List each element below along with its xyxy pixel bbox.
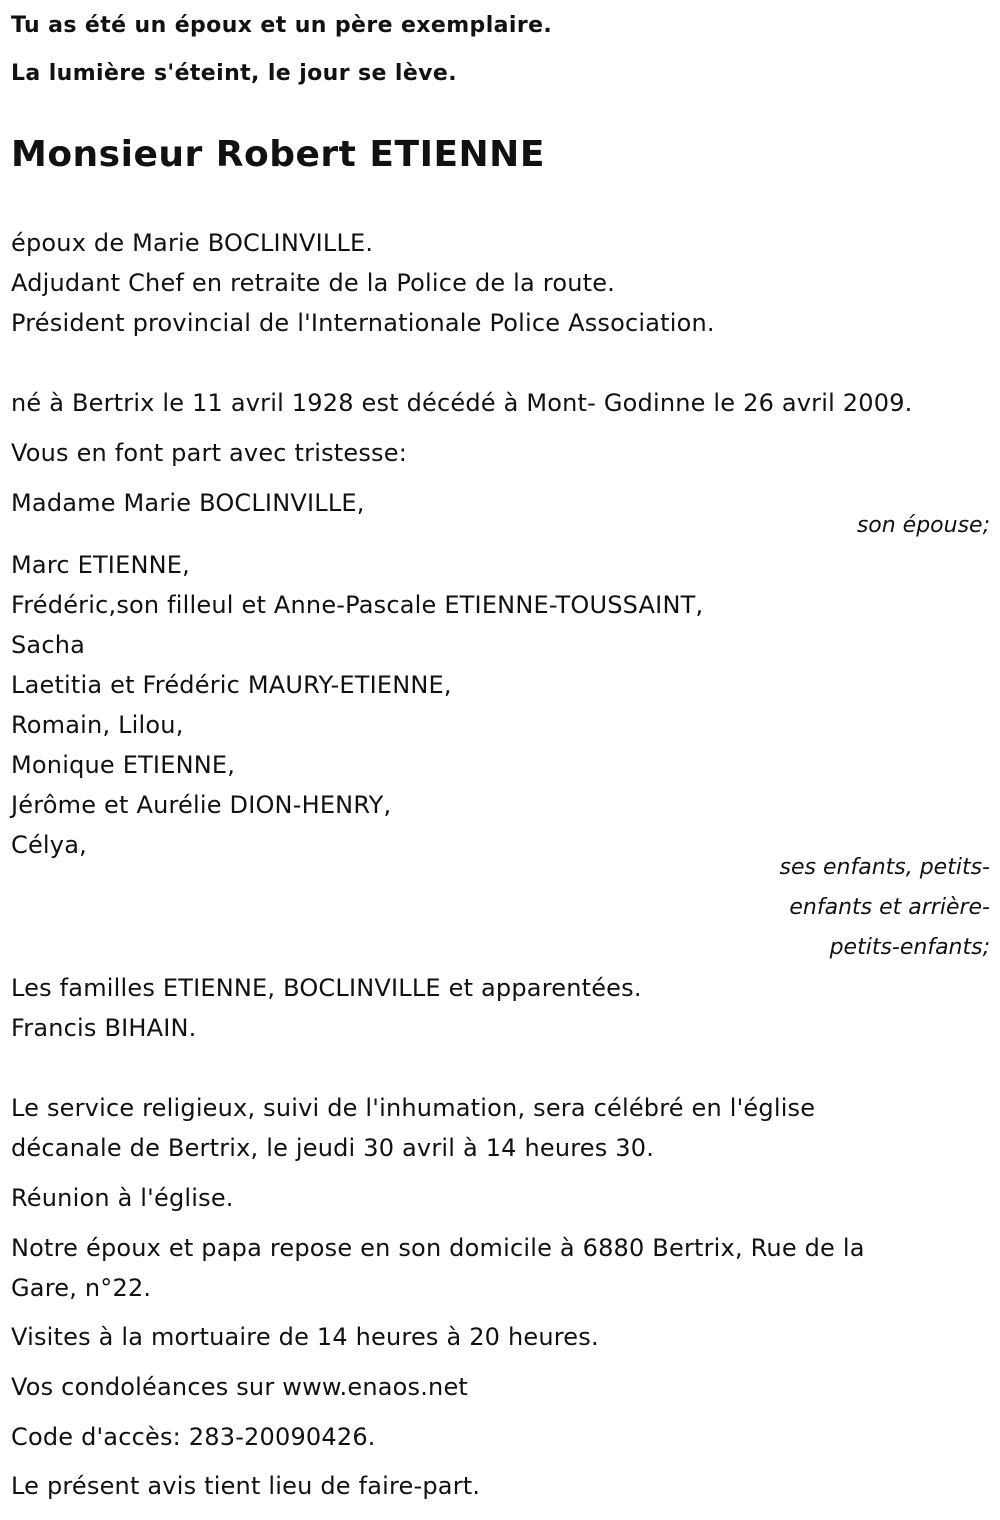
repose-line: Notre époux et papa repose en son domicile à 6880 Bertrix, Rue de la xyxy=(11,1234,865,1262)
spouse-name: Madame Marie BOCLINVILLE, xyxy=(11,489,365,517)
announce-line: Vous en font part avec tristesse: xyxy=(11,439,408,467)
family-member: Monique ETIENNE, xyxy=(11,751,236,779)
access-code-line: Code d'accès: 283-20090426. xyxy=(11,1423,376,1451)
intro-line: Adjudant Chef en retraite de la Police de la route. xyxy=(11,269,616,297)
repose-line: Gare, n°22. xyxy=(11,1274,152,1302)
service-line: Le service religieux, suivi de l'inhumation, sera célébré en l'église xyxy=(11,1094,816,1122)
family-relation: enfants et arrière- xyxy=(789,895,990,920)
other-family-line: Francis BIHAIN. xyxy=(11,1014,197,1042)
family-member: Laetitia et Frédéric MAURY-ETIENNE, xyxy=(11,671,452,699)
birth-death-line: né à Bertrix le 11 avril 1928 est décédé à Mont- Godinne le 26 avril 2009. xyxy=(11,389,913,417)
family-relation: petits-enfants; xyxy=(829,935,990,960)
spouse-relation: son épouse; xyxy=(856,513,990,538)
reunion-line: Réunion à l'église. xyxy=(11,1184,234,1212)
family-member: Jérôme et Aurélie DION-HENRY, xyxy=(11,791,392,819)
family-member: Romain, Lilou, xyxy=(11,711,184,739)
other-family-line: Les familles ETIENNE, BOCLINVILLE et apparentées. xyxy=(11,974,642,1002)
family-member: Frédéric,son filleul et Anne-Pascale ETIENNE-TOUSSAINT, xyxy=(11,591,704,619)
service-line: décanale de Bertrix, le jeudi 30 avril à 14 heures 30. xyxy=(11,1134,655,1162)
family-member: Sacha xyxy=(11,631,86,659)
page-title: Monsieur Robert ETIENNE xyxy=(11,134,545,175)
intro-line: Président provincial de l'Internationale Police Association. xyxy=(11,309,715,337)
motto-line-2: La lumière s'éteint, le jour se lève. xyxy=(11,61,457,86)
condolences-line: Vos condoléances sur www.enaos.net xyxy=(11,1373,469,1401)
family-relation: ses enfants, petits- xyxy=(779,855,990,880)
motto-line-1: Tu as été un époux et un père exemplaire. xyxy=(11,13,553,38)
family-member: Célya, xyxy=(11,831,87,859)
family-member: Marc ETIENNE, xyxy=(11,551,190,579)
footer-line: Le présent avis tient lieu de faire-part. xyxy=(11,1472,481,1500)
intro-line: époux de Marie BOCLINVILLE. xyxy=(11,229,374,257)
visits-line: Visites à la mortuaire de 14 heures à 20 heures. xyxy=(11,1323,599,1351)
